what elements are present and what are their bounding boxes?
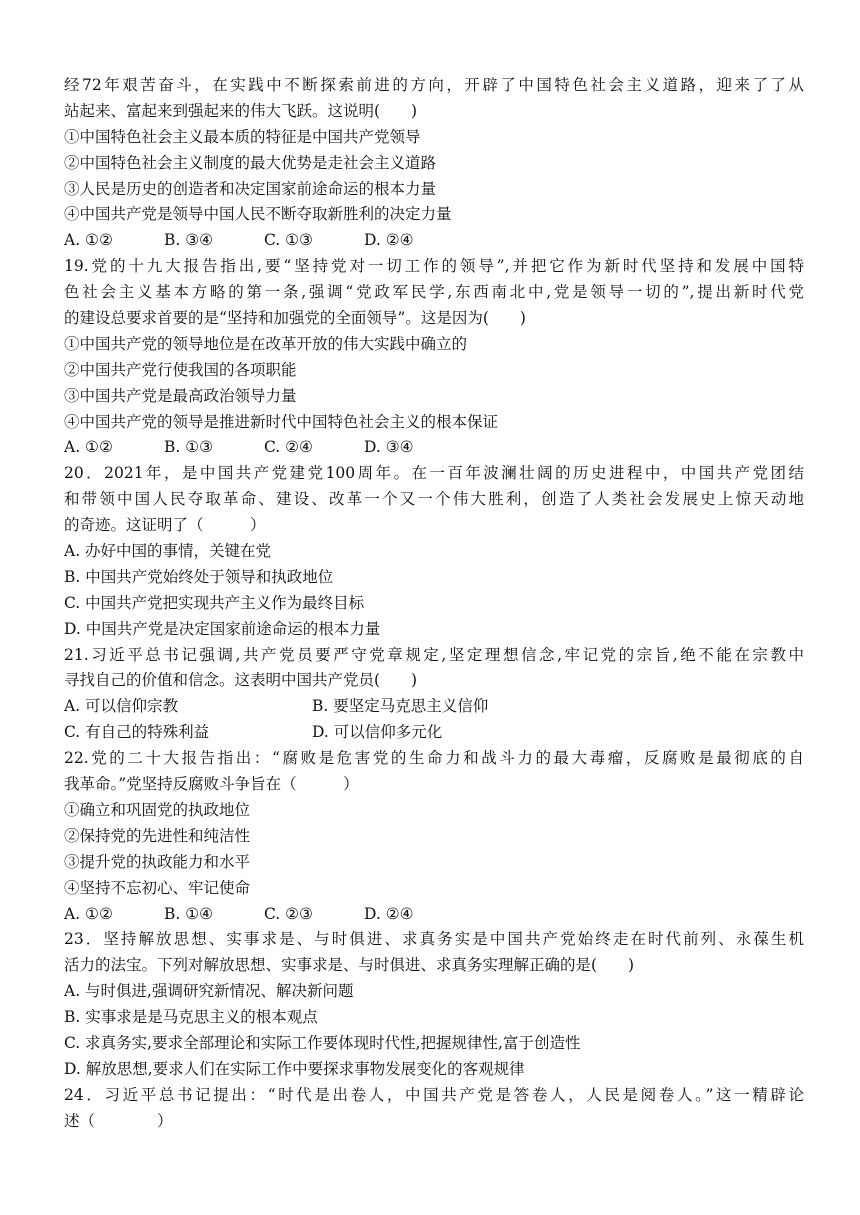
q20-stem-line-1: 20．2021年，是中国共产党建党100周年。在一百年波澜壮阔的历史进程中，中国共产党团结: [64, 464, 804, 483]
q19-statement-3: ③中国共产党是最高政治领导力量: [64, 386, 297, 405]
q20-choice-b: B. 中国共产党始终处于领导和执政地位: [64, 567, 334, 586]
q18-option-b: B. ③④: [164, 231, 214, 250]
q23-stem-line-2: 活力的法宝。下列对解放思想、实事求是、与时俱进、求真务实理解正确的是( ): [64, 956, 635, 975]
q24-stem-line-1: 24．习近平总书记提出：“时代是出卷人，中国共产党是答卷人，人民是阅卷人。”这一精辟论: [64, 1085, 804, 1104]
q18-option-c: C. ①③: [264, 231, 313, 250]
q19-statement-1: ①中国共产党的领导地位是在改革开放的伟大实践中确立的: [64, 334, 468, 353]
q22-statement-4: ④坚持不忘初心、牢记使命: [64, 878, 251, 897]
q19-option-c: C. ②④: [264, 438, 313, 457]
q24-stem-line-2: 述（ ）: [64, 1111, 173, 1130]
q18-stem-line-2: 站起来、富起来到强起来的伟大飞跃。这说明( ): [64, 101, 418, 120]
q21-option-a: A. 可以信仰宗教: [64, 697, 179, 716]
q23-stem-line-1: 23．坚持解放思想、实事求是、与时俱进、求真务实是中国共产党始终走在时代前列、永葆生机: [64, 930, 804, 949]
q22-option-a: A. ①②: [64, 904, 113, 923]
q19-options: [64, 435, 804, 461]
q19-option-b: B. ①③: [164, 438, 214, 457]
exam-page: [64, 73, 804, 1135]
q18-stem-line-1: 经72年艰苦奋斗，在实践中不断探索前进的方向，开辟了中国特色社会主义道路，迎来了了从: [64, 76, 804, 94]
q22-option-d: D. ②④: [364, 904, 414, 923]
q22-options: [64, 902, 804, 928]
q18-statement-4: ④中国共产党是领导中国人民不断夺取新胜利的决定力量: [64, 205, 452, 224]
q22-option-b: B. ①④: [164, 904, 214, 923]
q19-stem-line-3: 的建设总要求首要的是“坚持和加强党的全面领导”。这是因为( ): [64, 309, 526, 328]
q18-options: [64, 228, 804, 254]
q22-option-c: C. ②③: [264, 904, 313, 923]
q21-stem-line-2: 寻找自己的价值和信念。这表明中国共产党员( ): [64, 671, 418, 690]
q19-stem-line-1: 19.党的十九大报告指出,要“坚持党对一切工作的领导”,并把它作为新时代坚持和发展中国特: [64, 257, 804, 276]
q22-statement-3: ③提升党的执政能力和水平: [64, 852, 251, 871]
q21-option-c: C. 有自己的特殊利益: [64, 723, 210, 742]
q19-statement-4: ④中国共产党的领导是推进新时代中国特色社会主义的根本保证: [64, 412, 499, 431]
q22-stem-line-2: 我革命。”党坚持反腐败斗争旨在（ ）: [64, 775, 359, 794]
q19-stem-line-2: 色社会主义基本方略的第一条,强调“党政军民学,东西南北中,党是领导一切的”,提出新时代党: [64, 283, 804, 302]
q23-choice-b: B. 实事求是是马克思主义的根本观点: [64, 1008, 318, 1027]
q23-choice-c: C. 求真务实,要求全部理论和实际工作要体现时代性,把握规律性,富于创造性: [64, 1033, 581, 1052]
q20-choice-a: A. 办好中国的事情，关键在党: [64, 542, 272, 561]
q21-option-d: D. 可以信仰多元化: [312, 723, 443, 742]
q20-stem-line-2: 和带领中国人民夺取革命、建设、改革一个又一个伟大胜利，创造了人类社会发展史上惊天动地: [64, 490, 804, 509]
q18-option-d: D. ②④: [364, 231, 414, 250]
q23-choice-a: A. 与时俱进,强调研究新情况、解决新问题: [64, 982, 354, 1001]
q20-choice-d: D. 中国共产党是决定国家前途命运的根本力量: [64, 619, 381, 638]
q22-stem-line-1: 22.党的二十大报告指出：“腐败是危害党的生命力和战斗力的最大毒瘤，反腐败是最彻底的自: [64, 749, 804, 768]
q21-stem-line-1: 21.习近平总书记强调,共产党员要严守党章规定,坚定理想信念,牢记党的宗旨,绝不能在宗教中: [64, 645, 804, 664]
q18-statement-2: ②中国特色社会主义制度的最大优势是走社会主义道路: [64, 153, 437, 172]
q19-option-d: D. ③④: [364, 438, 414, 457]
q18-option-a: A. ①②: [64, 231, 113, 250]
q19-option-a: A. ①②: [64, 438, 113, 457]
q21-options-row-1: [64, 694, 804, 720]
q18-statement-1: ①中国特色社会主义最本质的特征是中国共产党领导: [64, 127, 421, 146]
q22-statement-2: ②保持党的先进性和纯洁性: [64, 826, 251, 845]
q20-stem-line-3: 的奇迹。这证明了（ ）: [64, 516, 266, 535]
q19-statement-2: ②中国共产党行使我国的各项职能: [64, 360, 297, 379]
q22-statement-1: ①确立和巩固党的执政地位: [64, 800, 251, 819]
q18-statement-3: ③人民是历史的创造者和决定国家前途命运的根本力量: [64, 179, 437, 198]
q21-options-row-2: [64, 720, 804, 746]
q21-option-b: B. 要坚定马克思主义信仰: [312, 697, 489, 716]
q23-choice-d: D. 解放思想,要求人们在实际工作中要探求事物发展变化的客观规律: [64, 1059, 525, 1078]
q20-choice-c: C. 中国共产党把实现共产主义作为最终目标: [64, 593, 365, 612]
